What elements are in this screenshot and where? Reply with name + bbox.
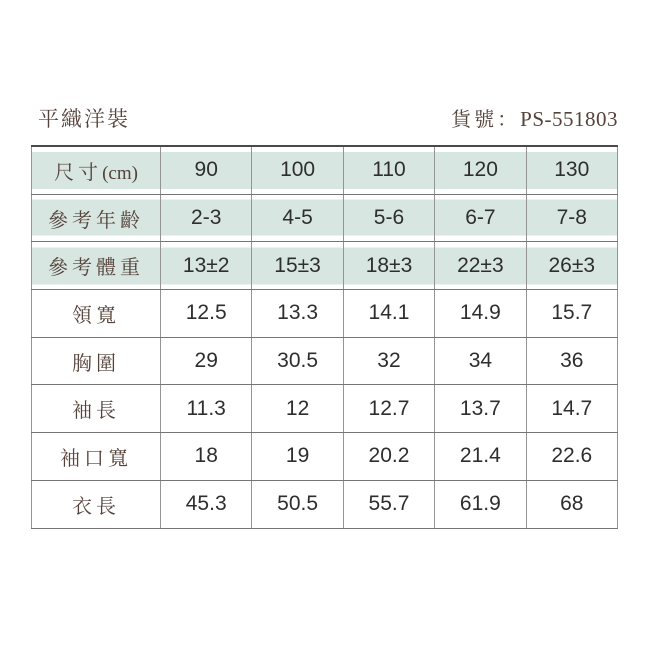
table-row [32, 385, 618, 433]
size-value: 18±3 [343, 242, 434, 290]
size-value: 11.3 [161, 385, 252, 433]
size-value: 2-3 [161, 194, 252, 242]
size-value: 14.1 [343, 290, 434, 338]
product-title: 平織洋裝 [38, 107, 130, 131]
size-table-body [32, 146, 618, 528]
row-label-text: 參考年齡 [48, 209, 144, 232]
size-value: 32 [343, 337, 434, 385]
row-label-text: 尺寸 [54, 161, 103, 184]
table-row [32, 146, 618, 194]
row-label-text: 胸圍 [72, 352, 120, 375]
size-value: 21.4 [435, 433, 526, 481]
size-value: 19 [252, 433, 343, 481]
item-number-value: PS-551803 [520, 107, 618, 131]
size-value: 36 [526, 337, 617, 385]
size-value: 100 [252, 146, 343, 194]
table-row [32, 290, 618, 338]
size-value: 45.3 [161, 480, 252, 528]
table-row [32, 433, 618, 481]
row-label [32, 194, 161, 242]
size-table [31, 145, 618, 529]
row-label [32, 385, 161, 433]
row-label [32, 433, 161, 481]
size-value: 15.7 [526, 290, 617, 338]
size-value: 50.5 [252, 480, 343, 528]
item-number [451, 103, 618, 132]
table-row [32, 242, 618, 290]
size-value: 13.3 [252, 290, 343, 338]
size-value: 30.5 [252, 337, 343, 385]
header [31, 103, 618, 133]
table-row [32, 480, 618, 528]
table-row [32, 337, 618, 385]
row-label [32, 146, 161, 194]
size-value: 14.9 [435, 290, 526, 338]
row-label-text: 衣長 [72, 495, 120, 518]
size-value: 130 [526, 146, 617, 194]
size-value: 7-8 [526, 194, 617, 242]
table-row [32, 194, 618, 242]
size-value: 14.7 [526, 385, 617, 433]
size-value: 12.5 [161, 290, 252, 338]
size-value: 12 [252, 385, 343, 433]
size-value: 29 [161, 337, 252, 385]
size-value: 22.6 [526, 433, 617, 481]
size-value: 26±3 [526, 242, 617, 290]
row-label-text: 袖長 [72, 400, 120, 423]
row-label [32, 480, 161, 528]
row-label-text: 袖口寬 [60, 447, 132, 470]
size-value: 20.2 [343, 433, 434, 481]
size-value: 61.9 [435, 480, 526, 528]
row-label [32, 290, 161, 338]
size-value: 34 [435, 337, 526, 385]
row-label-text: 領寬 [72, 304, 120, 327]
size-value: 68 [526, 480, 617, 528]
row-label [32, 337, 161, 385]
size-value: 120 [435, 146, 526, 194]
row-label [32, 242, 161, 290]
size-value: 12.7 [343, 385, 434, 433]
size-value: 55.7 [343, 480, 434, 528]
size-value: 5-6 [343, 194, 434, 242]
size-value: 90 [161, 146, 252, 194]
size-value: 6-7 [435, 194, 526, 242]
size-value: 22±3 [435, 242, 526, 290]
row-label-text: 參考體重 [48, 257, 144, 280]
size-value: 110 [343, 146, 434, 194]
size-value: 18 [161, 433, 252, 481]
row-label-unit: (cm) [102, 162, 138, 184]
size-value: 4-5 [252, 194, 343, 242]
size-value: 13.7 [435, 385, 526, 433]
size-value: 15±3 [252, 242, 343, 290]
item-number-label: 貨號： [451, 109, 521, 131]
size-value: 13±2 [161, 242, 252, 290]
